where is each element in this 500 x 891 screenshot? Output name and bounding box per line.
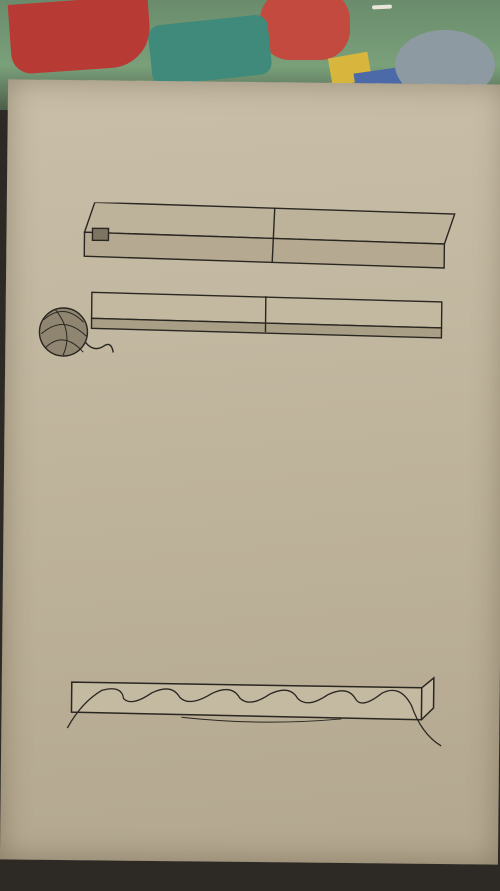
paragraph-setup — [49, 144, 469, 148]
paragraph-loop-count — [47, 402, 467, 406]
cover-label — [372, 4, 392, 9]
page-title — [8, 115, 500, 120]
figure-loom-apparatus — [33, 202, 475, 372]
cover-teal-shape — [147, 14, 273, 86]
section-subtitle — [4, 482, 500, 487]
figure-first-row-loops — [61, 620, 452, 749]
paragraph-first-row — [40, 512, 468, 516]
cover-red-shape — [8, 0, 153, 75]
book-page — [0, 79, 500, 864]
cover-red-shape-2 — [260, 0, 350, 60]
paragraph-lift-body — [37, 754, 457, 758]
